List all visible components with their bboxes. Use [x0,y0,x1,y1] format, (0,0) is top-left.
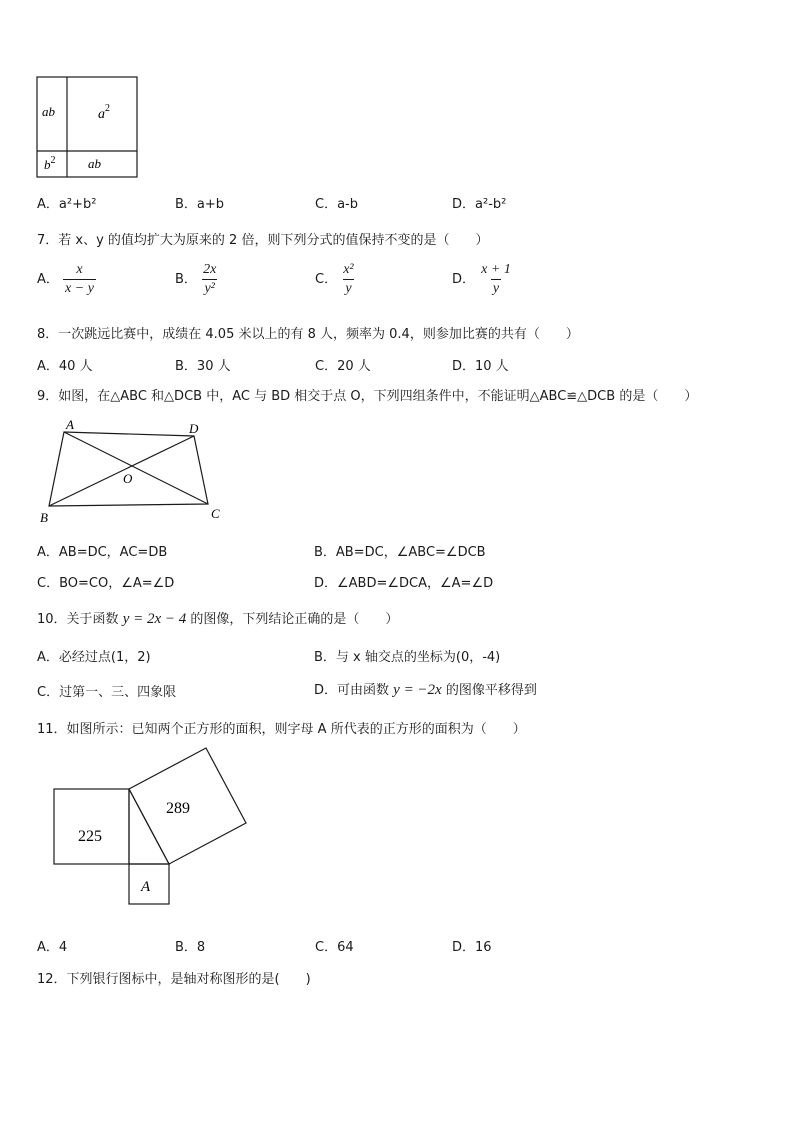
q10-option-d-formula: y = −2x [393,682,442,698]
q9-label-a: A [66,417,74,432]
q11-squares-figure [50,747,250,907]
q10-option-c: C．过第一、三、四象限 [37,685,177,700]
q8-option-b: B．30 人 [175,359,231,374]
q7-option-c-num: x² [343,262,354,277]
q6-option-d: D．a²-b² [452,197,507,212]
q9-label-o: O [123,471,133,486]
q7-option-b-label: B． [175,272,197,287]
q9-triangle-figure [36,414,236,526]
q11-label-225: 225 [78,828,102,845]
q7-option-b-fraction [201,262,218,297]
svg-text:a2 [98,103,110,122]
q7-option-a-label: A． [37,272,59,287]
q6-cell-ab-top: ab [42,104,55,119]
q6-cell-b-exp: 2 [50,155,56,166]
q9-stem: 9．如图，在△ABC 和△DCB 中，AC 与 BD 相交于点 O，下列四组条件中，不能证明△ABC≌△DCB 的是（ ） [37,389,698,404]
q7-option-b-den: y² [204,281,215,296]
q7-option-c-den: y [345,281,352,296]
q6-cell-ab-bottom: ab [88,156,101,171]
q6-option-c: C．a-b [315,197,358,212]
q12-stem: 12．下列银行图标中，是轴对称图形的是( ) [37,972,311,987]
q6-cell-b: b [44,157,51,172]
q9-option-c: C．BO=CO，∠A=∠D [37,576,175,591]
q7-option-d-num: x + 1 [481,262,511,277]
q7-option-d-den: y [492,281,500,296]
q11-option-b: B．8 [175,940,206,955]
q11-stem: 11．如图所示：已知两个正方形的面积，则字母 A 所代表的正方形的面积为（ ） [37,722,526,737]
q6-option-b: B．a+b [175,197,225,212]
q9-option-d: D．∠ABD=∠DCA，∠A=∠D [314,576,494,591]
q7-option-a-fraction [63,262,96,297]
q7-option-a-num: x [76,262,83,277]
q7-option-a-den: x − y [65,281,94,296]
q6-cell-a: a [98,107,105,122]
q7-stem: 7．若 x、y 的值均扩大为原来的 2 倍，则下列分式的值保持不变的是（ ） [37,233,489,248]
q10-stem-formula: y = 2x − 4 [122,611,187,627]
q8-option-c: C．20 人 [315,359,371,374]
q10-option-b: B．与 x 轴交点的坐标为(0，-4) [314,650,501,665]
q9-option-a: A．AB=DC，AC=DB [37,545,168,560]
svg-text:b2 [44,155,56,172]
q10-option-a: A．必经过点(1，2) [37,650,151,665]
q6-cell-a-exp: 2 [105,103,110,114]
q7-option-b-num: 2x [203,262,217,277]
q10-option-d-post: 的图像平移得到 [445,683,537,698]
q10-stem-post: 的图像，下列结论正确的是（ ） [190,612,399,627]
q10-stem-pre: 10．关于函数 [37,612,119,627]
q11-label-289: 289 [166,800,190,817]
q9-label-d: D [189,421,199,436]
q10-option-d-pre: D．可由函数 [314,683,390,698]
q11-label-a: A [141,879,151,895]
q6-square-figure [36,76,140,180]
q10-option-d [314,679,537,699]
q6-option-a: A．a²+b² [37,197,97,212]
q11-option-a: A．4 [37,940,68,955]
q7-option-c-fraction [341,262,355,297]
q8-option-d: D．10 人 [452,359,509,374]
q7-option-d-label: D． [452,272,476,287]
q9-label-c: C [211,506,220,521]
q7-option-b [175,262,218,297]
q7-option-c-label: C． [315,272,338,287]
q7-option-a [37,262,96,297]
q11-option-c: C．64 [315,940,354,955]
q11-option-d: D．16 [452,940,492,955]
q7-option-d [452,262,513,297]
q9-option-b: B．AB=DC，∠ABC=∠DCB [314,545,486,560]
q7-option-d-fraction [479,262,513,297]
q8-option-a: A．40 人 [37,359,93,374]
q10-stem [37,608,398,628]
q7-option-c [315,262,356,297]
q8-stem: 8．一次跳远比赛中，成绩在 4.05 米以上的有 8 人，频率为 0.4，则参加比赛的共有（ ） [37,327,579,342]
q9-label-b: B [40,510,48,525]
